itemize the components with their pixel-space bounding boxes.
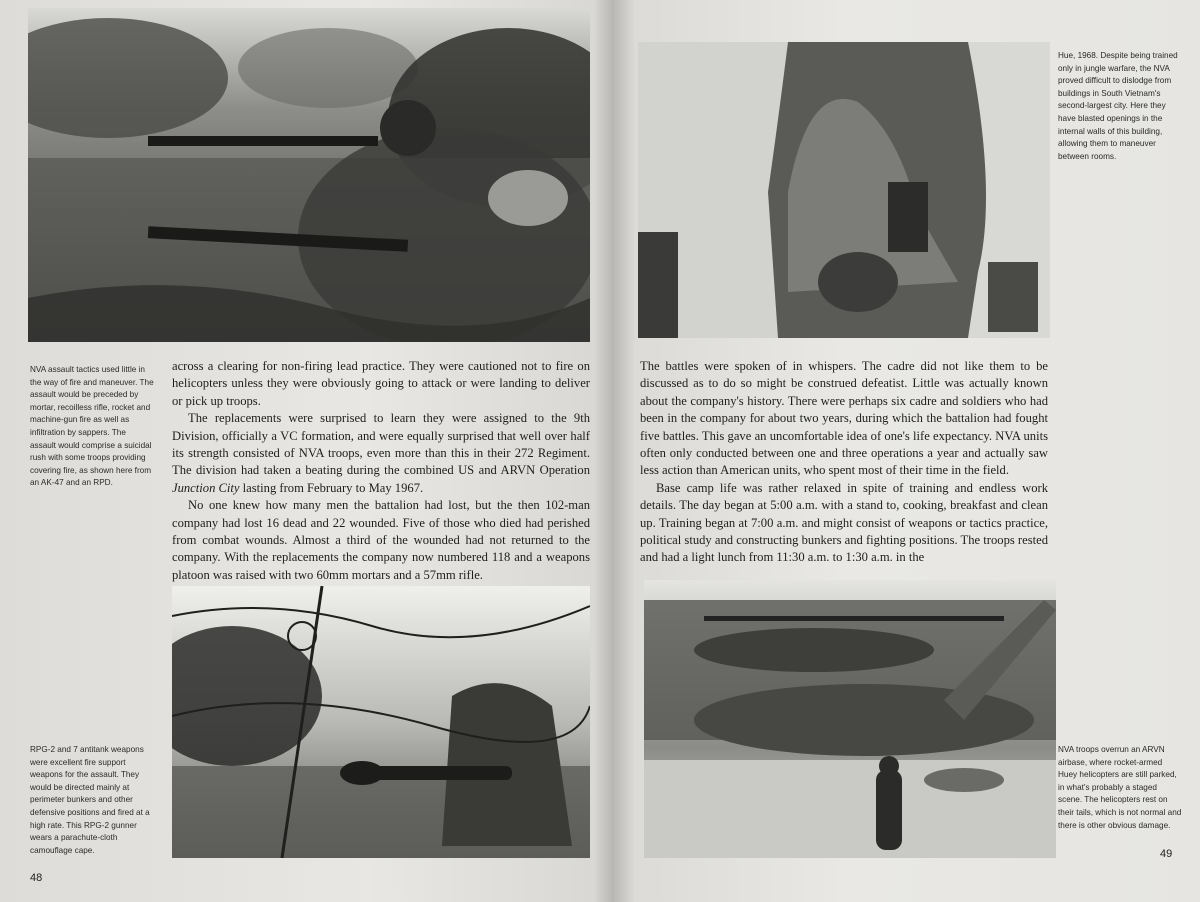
- caption-assault-tactics: NVA assault tactics used little in the way of fire and maneuver. The assault would be preceded by mortar, recoilless rifle, rocket and machine-gun fire as well as infiltration by sappers. The assault would comprise a suicidal rush with some troops providing covering fire, as shown here from an AK-47 and an RPD.: [30, 365, 154, 488]
- photo-rpg-gunner: [172, 586, 590, 858]
- photo-hue-building: [638, 42, 1050, 338]
- right-body-text: [640, 358, 1048, 567]
- caption-rpg-weapons: RPG-2 and 7 antitank weapons were excellent fire support weapons for the assault. They would be directed mainly at perimeter bunkers and other defensive positions and fired at a high rate. This RPG-2 gunner wears a parachute-cloth camouflage cape.: [30, 745, 150, 855]
- left-body-text: [172, 358, 590, 584]
- caption-hue-1968: Hue, 1968. Despite being trained only in jungle warfare, the NVA proved difficult to dislodge from buildings in South Vietnam's second-largest city. Here they have blasted openings in the internal walls of this building, allowing them to maneuver between rooms.: [1058, 51, 1178, 161]
- caption-arvn-airbase: NVA troops overrun an ARVN airbase, where rocket-armed Huey helicopters are still parked, in what's probably a staged scene. The helicopters rest on their tails, which is not normal and there is other obvious damage.: [1058, 745, 1182, 830]
- paragraph: The battles were spoken of in whispers. The cadre did not like them to be discussed as to do so might be construed defeatist. Little was actually known about the company's history. There were perhaps six cadre and soldiers who had been in the company for about two years, during which the battalion had fought five battles. This gave an uncomfortable idea of one's life expectancy. NVA units often only conducted between one and three operations a year and actually saw less action than American units, who spent most of their time in the field.: [640, 359, 1048, 478]
- operation-name: Junction City: [172, 480, 240, 495]
- paragraph: No one knew how many men the battalion had lost, but the then 102-man company had lost 16 dead and 22 wounded. Five of those who died had perished from combat wounds. Almost a third of the wounded had not returned to the company. With the replacements the company now numbered 118 and a weapons platoon was raised with two 60mm mortars and a 57mm rifle.: [172, 498, 590, 582]
- photo-assault-troops: [28, 8, 590, 342]
- photo-airbase-helicopters: [644, 580, 1056, 858]
- paragraph: The replacements were surprised to learn they were assigned to the 9th Division, officially a VC formation, and were equally surprised that well over half its strength consisted of NVA troops, even more than this in their 272 Regiment. The division had taken a beating during the combined US and ARVN Operation Junction City lasting from February to May 1967.: [172, 411, 590, 495]
- right-page: [612, 0, 1200, 902]
- page-number: 49: [1160, 848, 1173, 860]
- paragraph: across a clearing for non-firing lead practice. They were cautioned not to fire on helicopters unless they were obviously going to attack or were landing to deliver or pick up troops.: [172, 359, 590, 408]
- page-number: 48: [30, 872, 43, 884]
- paragraph: Base camp life was rather relaxed in spite of training and endless work details. The day began at 5:00 a.m. with a stand to, cooking, breakfast and clean up. Training began at 7:00 a.m. and might consist of weapons or tactics practice, political study and constructing bunkers and fighting positions. The troops rested and had a light lunch from 11:30 a.m. to 1:30 a.m. in the: [640, 480, 1048, 565]
